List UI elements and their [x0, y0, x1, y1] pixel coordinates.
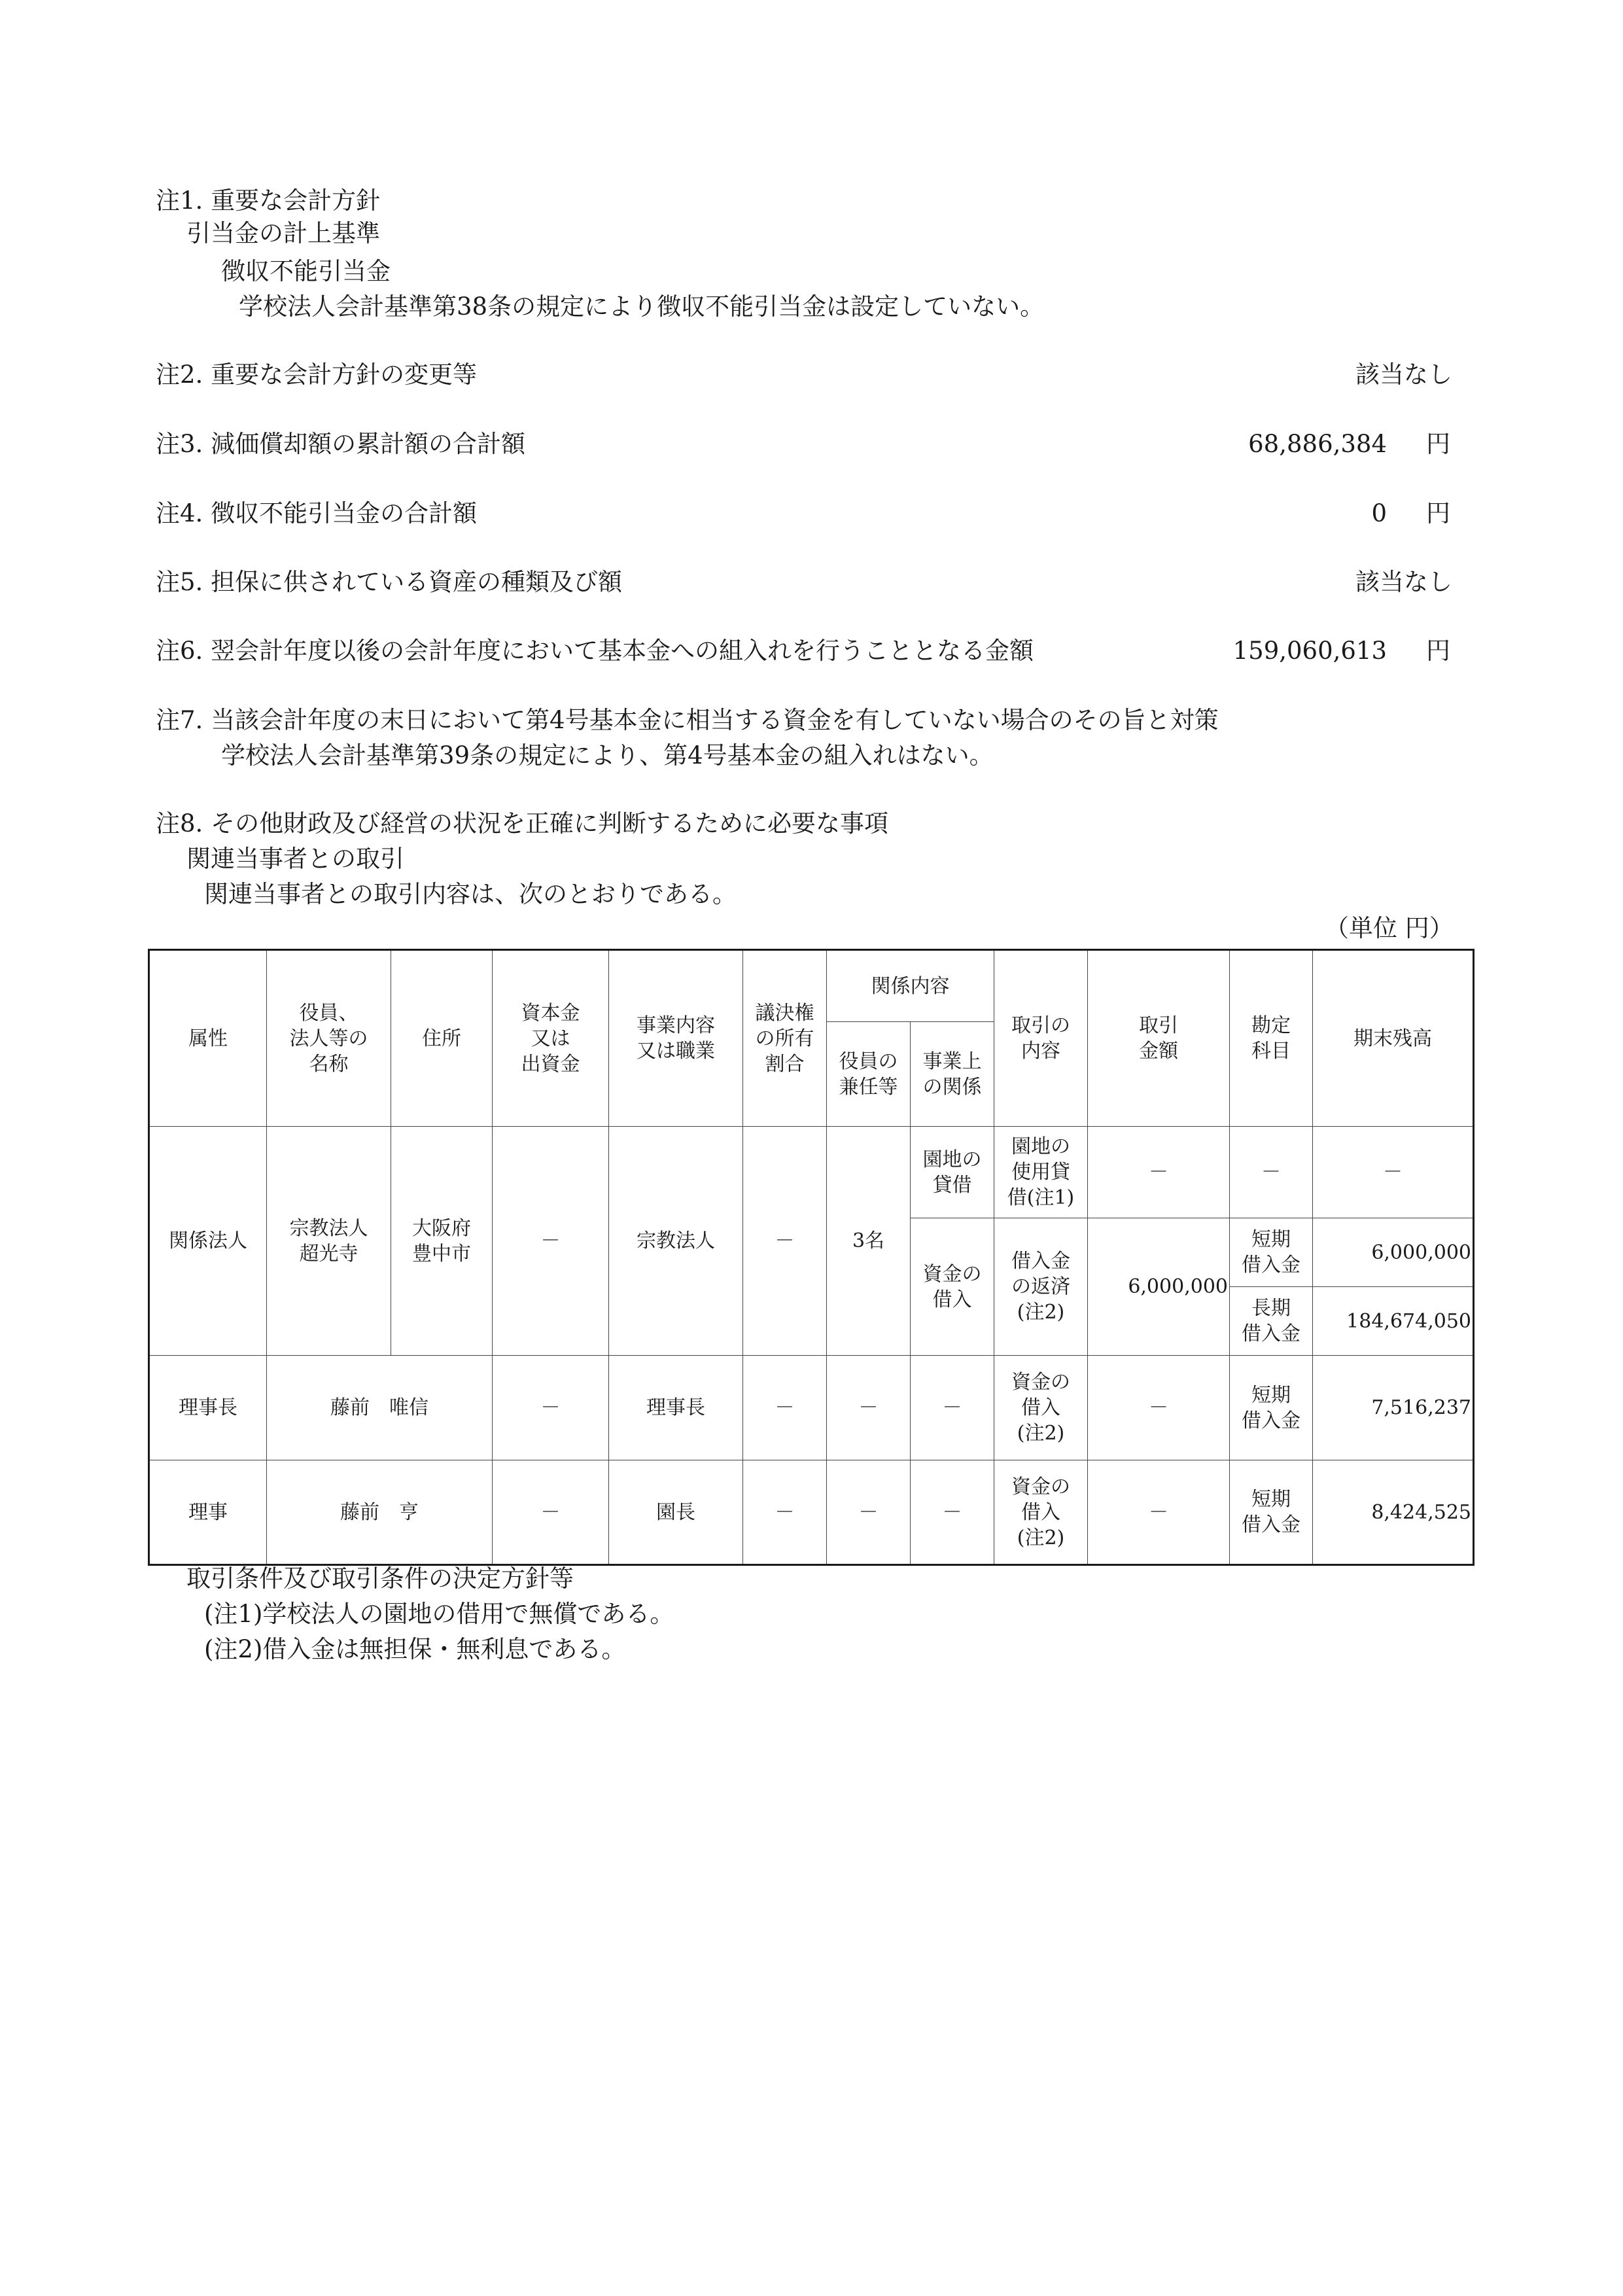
row3-business-relation: － — [911, 1460, 994, 1565]
row2-amount: － — [1088, 1356, 1230, 1460]
row2-account: 短期 借入金 — [1230, 1356, 1313, 1460]
row1a-content: 園地の 使用貸 借(注1) — [994, 1127, 1088, 1218]
note2-title: 注2. 重要な会計方針の変更等 — [156, 361, 478, 389]
note1-text: 学校法人会計基準第38条の規定により徴収不能引当金は設定していない。 — [239, 292, 1045, 321]
related-party-table — [148, 949, 1475, 1566]
note1-title: 注1. 重要な会計方針 — [156, 186, 381, 215]
footnote-1: (注1)学校法人の園地の借用で無償である。 — [204, 1600, 674, 1628]
note3-title: 注3. 減価償却額の累計額の合計額 — [156, 430, 526, 458]
note6-title: 注6. 翌会計年度以後の会計年度において基本金への組入れを行うこととなる金額 — [156, 637, 1034, 665]
note7-text: 学校法人会計基準第39条の規定により、第4号基本金の組入れはない。 — [221, 741, 994, 769]
note3-unit: 円 — [1426, 430, 1450, 458]
row1-business: 宗教法人 — [609, 1127, 743, 1356]
header-relation-business: 事業上 の関係 — [911, 1022, 994, 1127]
row3-name: 藤前 亨 — [267, 1460, 493, 1565]
row2-business: 理事長 — [609, 1356, 743, 1460]
row3-officer: － — [827, 1460, 911, 1565]
note8-subtitle: 関連当事者との取引 — [186, 845, 404, 873]
unit-label: （単位 円） — [1325, 914, 1454, 942]
note8-text: 関連当事者との取引内容は、次のとおりである。 — [204, 880, 737, 908]
header-relation-officer: 役員の 兼任等 — [827, 1022, 911, 1127]
row1a-amount: － — [1088, 1127, 1230, 1218]
row2-name: 藤前 唯信 — [267, 1356, 493, 1460]
row1a-balance: － — [1313, 1127, 1474, 1218]
row2-content: 資金の 借入 (注2) — [994, 1356, 1088, 1460]
note6-unit: 円 — [1426, 637, 1450, 665]
header-address: 住所 — [391, 950, 493, 1127]
row1b-content: 借入金 の返済 (注2) — [994, 1218, 1088, 1356]
row2-capital: － — [493, 1356, 609, 1460]
note5-title: 注5. 担保に供されている資産の種類及び額 — [156, 568, 623, 596]
row3-voting: － — [743, 1460, 827, 1565]
note7-title: 注7. 当該会計年度の末日において第4号基本金に相当する資金を有していない場合のその旨と対策 — [156, 706, 1219, 734]
header-balance: 期末残高 — [1313, 950, 1474, 1127]
note1-subtitle: 引当金の計上基準 — [186, 219, 380, 247]
row2-officer: － — [827, 1356, 911, 1460]
row1b-amount: 6,000,000 — [1088, 1218, 1230, 1356]
note2-value: 該当なし — [1355, 361, 1452, 389]
row1b-account-short: 短期 借入金 — [1230, 1218, 1313, 1287]
row3-attr: 理事 — [149, 1460, 267, 1565]
row1-capital: － — [493, 1127, 609, 1356]
row2-voting: － — [743, 1356, 827, 1460]
header-business: 事業内容 又は職業 — [609, 950, 743, 1127]
note4-value: 0 — [1371, 499, 1387, 527]
row1a-account: － — [1230, 1127, 1313, 1218]
row1-attr: 関係法人 — [149, 1127, 267, 1356]
row1b-balance-long: 184,674,050 — [1313, 1287, 1474, 1356]
note5-value: 該当なし — [1355, 568, 1452, 596]
row1b-business-relation: 資金の 借入 — [911, 1218, 994, 1356]
header-attr: 属性 — [149, 950, 267, 1127]
header-account: 勘定 科目 — [1230, 950, 1313, 1127]
row1-officer: 3名 — [827, 1127, 911, 1356]
row3-account: 短期 借入金 — [1230, 1460, 1313, 1565]
row3-balance: 8,424,525 — [1313, 1460, 1474, 1565]
row1b-account-long: 長期 借入金 — [1230, 1287, 1313, 1356]
row3-business: 園長 — [609, 1460, 743, 1565]
footnote-2: (注2)借入金は無担保・無利息である。 — [204, 1635, 626, 1663]
header-capital: 資本金 又は 出資金 — [493, 950, 609, 1127]
header-name: 役員、 法人等の 名称 — [267, 950, 391, 1127]
row3-amount: － — [1088, 1460, 1230, 1565]
note3-value: 68,886,384 — [1248, 430, 1387, 458]
header-transaction-content: 取引の 内容 — [994, 950, 1088, 1127]
row2-attr: 理事長 — [149, 1356, 267, 1460]
header-transaction-amount: 取引 金額 — [1088, 950, 1230, 1127]
row1b-balance-short: 6,000,000 — [1313, 1218, 1474, 1287]
table-header-row — [149, 950, 1474, 1022]
table-row — [149, 1127, 1474, 1218]
note4-title: 注4. 徴収不能引当金の合計額 — [156, 499, 478, 527]
row2-business-relation: － — [911, 1356, 994, 1460]
table-row — [149, 1356, 1474, 1460]
table-row — [149, 1460, 1474, 1565]
row3-content: 資金の 借入 (注2) — [994, 1460, 1088, 1565]
row1a-business-relation: 園地の 貸借 — [911, 1127, 994, 1218]
row1-name: 宗教法人 超光寺 — [267, 1127, 391, 1356]
row2-balance: 7,516,237 — [1313, 1356, 1474, 1460]
header-relation: 関係内容 — [827, 950, 994, 1022]
note8-title: 注8. その他財政及び経営の状況を正確に判断するために必要な事項 — [156, 809, 889, 838]
footnote-title: 取引条件及び取引条件の決定方針等 — [186, 1564, 574, 1593]
row1-voting: － — [743, 1127, 827, 1356]
row3-capital: － — [493, 1460, 609, 1565]
header-voting: 議決権 の所有 割合 — [743, 950, 827, 1127]
note1-subsubtitle: 徴収不能引当金 — [221, 257, 391, 285]
note6-value: 159,060,613 — [1232, 637, 1387, 665]
note4-unit: 円 — [1426, 499, 1450, 527]
row1-address: 大阪府 豊中市 — [391, 1127, 493, 1356]
